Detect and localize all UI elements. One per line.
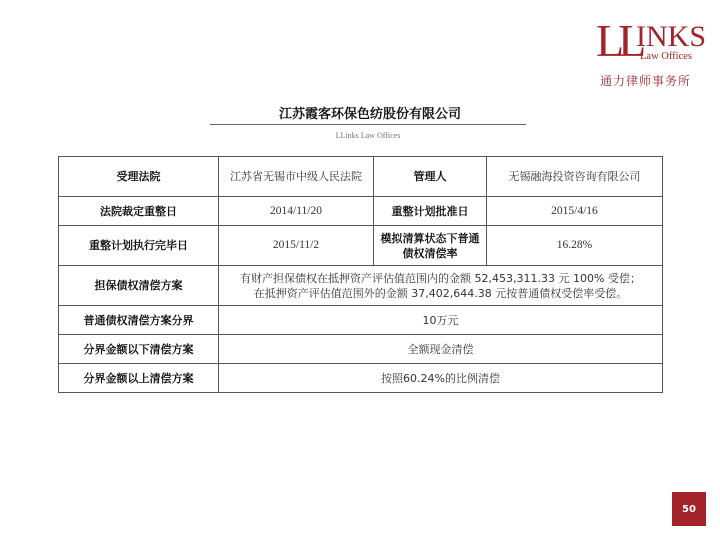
cell-liquidation-rate-value: 16.28% (487, 226, 663, 266)
page-subtitle: LLinks Law Offices (335, 131, 401, 140)
cell-administrator-value: 无锡融海投资咨询有限公司 (487, 157, 663, 197)
cell-approval-date-label: 重整计划批准日 (374, 197, 487, 226)
cell-below-plan-value: 全额现金清偿 (219, 335, 663, 364)
table-row (59, 157, 663, 197)
logo-chinese-name: 通力律师事务所 (600, 74, 692, 88)
cell-secured-plan-value (219, 266, 663, 306)
cell-administrator-label: 管理人 (374, 157, 487, 197)
page-title: 江苏霞客环保色纺股份有限公司 (278, 107, 461, 122)
logo-ll: LL (596, 15, 641, 66)
page-number-badge: 50 (672, 492, 706, 526)
secured-plan-line-2: 在抵押资产评估值范围外的金额 37,402,644.38 元按普通债权受偿率受偿。 (253, 286, 628, 300)
cell-above-plan-label: 分界金额以上清偿方案 (59, 364, 219, 393)
title-divider (210, 124, 526, 125)
cell-court-value: 江苏省无锡市中级人民法院 (219, 157, 374, 197)
cell-threshold-label: 普通债权清偿方案分界 (59, 306, 219, 335)
table-row (59, 197, 663, 226)
llinks-logo (596, 15, 707, 89)
table-row (59, 364, 663, 393)
cell-approval-date-value: 2015/4/16 (487, 197, 663, 226)
cell-ruling-date-value: 2014/11/20 (219, 197, 374, 226)
cell-liquidation-rate-label: 模拟清算状态下普通债权清偿率 (374, 226, 487, 266)
table-row (59, 226, 663, 266)
logo-subtitle: Law Offices (640, 51, 692, 62)
cell-court-label: 受理法院 (59, 157, 219, 197)
table-row (59, 266, 663, 306)
cell-threshold-value: 10万元 (219, 306, 663, 335)
logo-mark (596, 15, 707, 66)
logo-inks: INKS (636, 20, 707, 53)
table-row (59, 306, 663, 335)
cell-completion-date-label: 重整计划执行完毕日 (59, 226, 219, 266)
cell-above-plan-value: 按照60.24%的比例清偿 (219, 364, 663, 393)
table-row (59, 335, 663, 364)
cell-secured-plan-label: 担保债权清偿方案 (59, 266, 219, 306)
restructuring-table (58, 156, 663, 393)
secured-plan-line-1: 有财产担保债权在抵押资产评估值范围内的金额 52,453,311.33 元 100% 受偿； (240, 271, 641, 285)
cell-ruling-date-label: 法院裁定重整日 (59, 197, 219, 226)
cell-completion-date-value: 2015/11/2 (219, 226, 374, 266)
cell-below-plan-label: 分界金额以下清偿方案 (59, 335, 219, 364)
